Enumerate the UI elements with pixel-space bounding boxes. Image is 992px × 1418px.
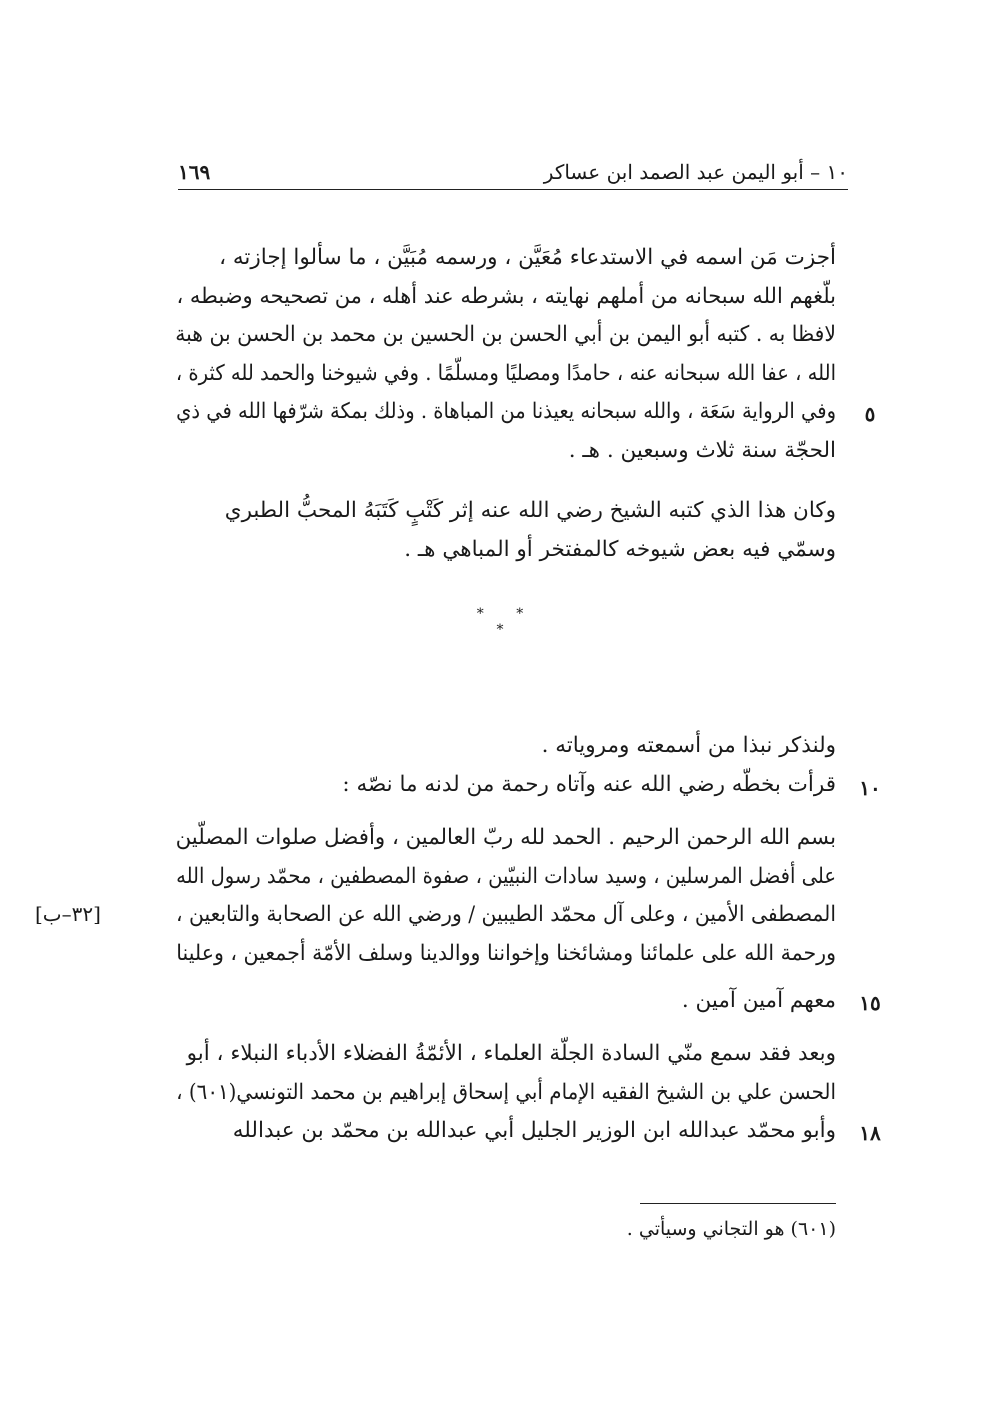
section-separator: * * * [476,606,538,638]
line-number-15: ١٥ [859,991,881,1015]
text-line: ورحمة الله على علمائنا ومشائخنا وإخواننا ووالدينا وسلف الأمّة أجمعين ، وعلينا [176,941,836,966]
text-line: قرأت بخطّه رضي الله عنه وآتاه رحمة من لدنه ما نصّه : [342,772,836,797]
text-line: لافظا به . كتبه أبو اليمن بن أبي الحسن بن الحسين بن محمد بن الحسن بن هبة [175,322,836,347]
footnote: (٦٠١) هو التجاني وسيأتي . [626,1218,836,1240]
text-line: بلّغهم الله سبحانه من أملهم نهايته ، بشرطه عند أهله ، من تصحيحه وضبطه ، [176,284,837,309]
line-number-5: ٥ [864,402,876,426]
header-rule [178,189,848,190]
text-line: على أفضل المرسلين ، وسيد سادات النبيّين ، صفوة المصطفين ، محمّد رسول الله [176,864,836,889]
text-line: الله ، عفا الله سبحانه عنه ، حامدًا ومصليًا ومسلّمًا . وفي شيوخنا والحمد لله كثرة ، [175,361,837,386]
text-line: الحسن علي بن الشيخ الفقيه الإمام أبي إسحاق إبراهيم بن محمد التونسي(٦٠١) ، [176,1080,836,1105]
line-number-18: ١٨ [859,1121,881,1145]
running-title: ١٠ – أبو اليمن عبد الصمد ابن عساكر [543,160,848,184]
text-line: وكان هذا الذي كتبه الشيخ رضي الله عنه إثر كَتْبٍ كَتَبَهُ المحبُّ الطبري [224,498,836,523]
text-line: وأبو محمّد عبدالله ابن الوزير الجليل أبي عبدالله بن محمّد بن عبدالله [232,1118,836,1143]
footnote-rule [640,1203,836,1204]
text-line: بسم الله الرحمن الرحيم . الحمد لله ربّ العالمين ، وأفضل صلوات المصلّين [175,825,836,850]
line-number-10: ١٠ [859,776,881,800]
manuscript-folio-marker: [٣٢–ب] [35,902,101,926]
text-line: وفي الرواية سَعَة ، والله سبحانه يعيذنا من المباهاة . وذلك بمكة شرّفها الله في ذي [176,399,836,424]
text-line: وسمّي فيه بعض شيوخه كالمفتخر أو المباهي هـ . [404,537,836,562]
page-number: ١٦٩ [178,160,211,184]
text-line: أجزت مَن اسمه في الاستدعاء مُعَيَّن ، ورسمه مُبَيَّن ، ما سألوا إجازته ، [219,245,836,270]
running-header [178,160,848,190]
text-line: ولنذكر نبذا من أسمعته ومروياته . [541,733,836,758]
text-line: المصطفى الأمين ، وعلى آل محمّد الطيبين / ورضي الله عن الصحابة والتابعين ، [176,902,837,927]
text-line: معهم آمين آمين . [681,988,836,1013]
text-line: وبعد فقد سمع منّي السادة الجلّة العلماء ، الأئمّةُ الفضلاء الأدباء النبلاء ، أبو [186,1041,836,1066]
text-line: الحجّة سنة ثلاث وسبعين . هـ . [568,438,836,463]
